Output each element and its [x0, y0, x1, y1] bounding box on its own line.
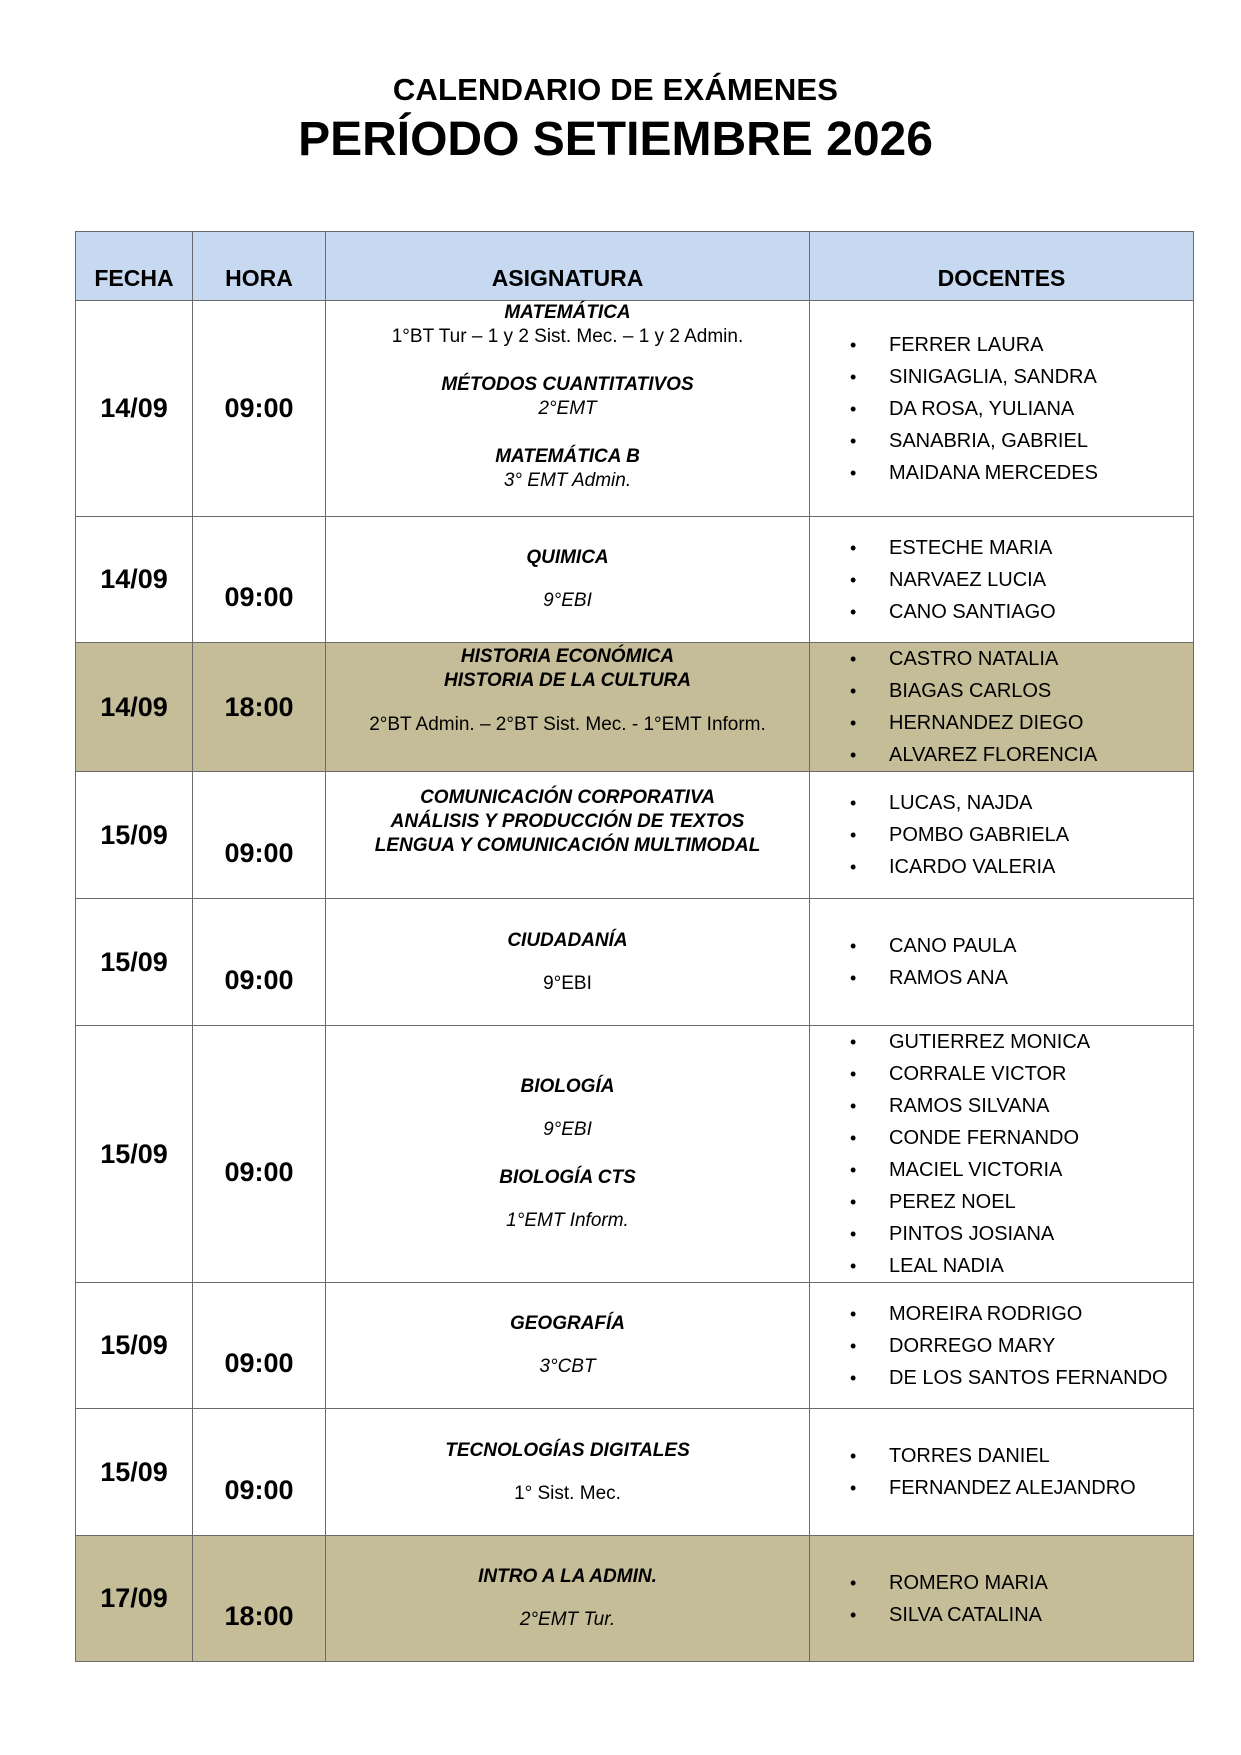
cell-fecha: 15/09 — [76, 1409, 193, 1536]
subject-name: QUIMICA — [526, 547, 609, 568]
cell-fecha: 15/09 — [76, 1283, 193, 1409]
cell-hora — [193, 1409, 326, 1536]
docente-item: • MOREIRA RODRIGO — [850, 1298, 1193, 1330]
cell-hora — [193, 1026, 326, 1283]
cell-docentes — [810, 301, 1194, 517]
cell-fecha: 15/09 — [76, 772, 193, 899]
docente-item: • SILVA CATALINA — [850, 1599, 1193, 1631]
cell-fecha: 14/09 — [76, 517, 193, 643]
cell-docentes — [810, 899, 1194, 1026]
subject-name: HISTORIA DE LA CULTURA — [444, 670, 691, 691]
student-group: 9°EBI — [543, 972, 592, 994]
cell-fecha: 14/09 — [76, 643, 193, 772]
subject-name: HISTORIA ECONÓMICA — [460, 646, 675, 667]
cell-hora — [193, 899, 326, 1026]
docente-item: • SANABRIA, GABRIEL — [850, 425, 1193, 457]
cell-hora — [193, 1536, 326, 1662]
subject-name: MÉTODOS CUANTITATIVOS — [441, 374, 694, 395]
docente-item: • SINIGAGLIA, SANDRA — [850, 361, 1193, 393]
student-group: 2°EMT Tur. — [519, 1609, 616, 1630]
docentes-list — [810, 643, 1193, 771]
student-group: 2°EMT — [538, 398, 597, 419]
docente-item: • CASTRO NATALIA — [850, 643, 1193, 675]
subject-name: CIUDADANÍA — [507, 929, 628, 951]
docente-item: • RAMOS SILVANA — [850, 1090, 1193, 1122]
docentes-list — [810, 930, 1193, 994]
docente-item: • DA ROSA, YULIANA — [850, 393, 1193, 425]
block-gap — [326, 349, 809, 373]
docentes-list — [810, 1567, 1193, 1631]
cell-docentes — [810, 1283, 1194, 1409]
cell-asignatura — [326, 1536, 810, 1662]
page-title: PERÍODO SETIEMBRE 2026 — [298, 113, 933, 166]
docente-item: • ALVAREZ FLORENCIA — [850, 739, 1193, 771]
hora-value: 09:00 — [224, 1348, 294, 1378]
docente-item: • CANO SANTIAGO — [850, 596, 1193, 628]
table-row — [76, 301, 1194, 517]
table-row — [76, 1409, 1194, 1536]
subject-name: MATEMÁTICA — [504, 302, 631, 323]
docentes-list — [810, 787, 1193, 883]
docente-item: • MAIDANA MERCEDES — [850, 457, 1193, 489]
cell-asignatura — [326, 643, 810, 772]
group-gap — [326, 1190, 809, 1209]
cell-docentes — [810, 772, 1194, 899]
table-row — [76, 643, 1194, 772]
subject-name: TECNOLOGÍAS DIGITALES — [445, 1439, 690, 1461]
cell-hora — [193, 772, 326, 899]
docente-item: • DE LOS SANTOS FERNANDO — [850, 1362, 1193, 1394]
docentes-list — [810, 329, 1193, 489]
table-row — [76, 1026, 1194, 1283]
student-group: 1°EMT Inform. — [506, 1210, 629, 1231]
docente-item: • DORREGO MARY — [850, 1330, 1193, 1362]
exam-table — [75, 231, 1194, 1662]
column-header-asignatura: ASIGNATURA — [326, 232, 810, 301]
cell-docentes — [810, 517, 1194, 643]
group-gap — [326, 953, 809, 972]
docente-item: • MACIEL VICTORIA — [850, 1154, 1193, 1186]
cell-asignatura — [326, 772, 810, 899]
cell-asignatura — [326, 517, 810, 643]
hora-value: 09:00 — [224, 1474, 294, 1505]
docente-item: • CORRALE VICTOR — [850, 1058, 1193, 1090]
cell-fecha: 15/09 — [76, 899, 193, 1026]
student-group: 1°BT Tur – 1 y 2 Sist. Mec. – 1 y 2 Admin. — [391, 326, 744, 347]
cell-fecha: 15/09 — [76, 1026, 193, 1283]
hora-value: 18:00 — [224, 691, 294, 722]
subject-name: INTRO A LA ADMIN. — [478, 1566, 657, 1587]
docente-item: • RAMOS ANA — [850, 962, 1193, 994]
cell-asignatura — [326, 301, 810, 517]
table-row — [76, 899, 1194, 1026]
docente-item: • FERRER LAURA — [850, 329, 1193, 361]
docentes-list — [810, 1298, 1193, 1394]
cell-docentes — [810, 1536, 1194, 1662]
table-row — [76, 517, 1194, 643]
subject-name: LENGUA Y COMUNICACIÓN MULTIMODAL — [374, 835, 761, 856]
cell-asignatura — [326, 1409, 810, 1536]
page-header — [0, 72, 1241, 167]
subject-name: BIOLOGÍA CTS — [499, 1167, 636, 1188]
docente-item: • POMBO GABRIELA — [850, 819, 1193, 851]
student-group: 9°EBI — [543, 590, 592, 611]
docente-item: • ICARDO VALERIA — [850, 851, 1193, 883]
cell-docentes — [810, 643, 1194, 772]
hora-value: 09:00 — [224, 1156, 294, 1187]
docente-item: • BIAGAS CARLOS — [850, 675, 1193, 707]
cell-asignatura — [326, 1283, 810, 1409]
subject-name: BIOLOGÍA — [520, 1076, 615, 1097]
docente-item: • ROMERO MARIA — [850, 1567, 1193, 1599]
docente-item: • PEREZ NOEL — [850, 1186, 1193, 1218]
table-header-row — [76, 232, 1194, 301]
table-row — [76, 772, 1194, 899]
group-gap — [326, 1099, 809, 1118]
column-header-fecha: FECHA — [76, 232, 193, 301]
student-group: 3° EMT Admin. — [503, 470, 632, 491]
cell-asignatura — [326, 899, 810, 1026]
docente-item: • CANO PAULA — [850, 930, 1193, 962]
docentes-list — [810, 532, 1193, 628]
hora-value: 09:00 — [224, 582, 294, 612]
group-gap — [326, 1589, 809, 1608]
subject-name: COMUNICACIÓN CORPORATIVA — [420, 787, 715, 808]
group-gap — [326, 1336, 809, 1355]
docente-item: • ESTECHE MARIA — [850, 532, 1193, 564]
student-group: 3°CBT — [539, 1356, 596, 1377]
student-group: 9°EBI — [543, 1119, 592, 1140]
docentes-list — [810, 1026, 1193, 1282]
cell-docentes — [810, 1409, 1194, 1536]
hora-value: 18:00 — [224, 1601, 294, 1631]
docente-item: • NARVAEZ LUCIA — [850, 564, 1193, 596]
docente-item: • PINTOS JOSIANA — [850, 1218, 1193, 1250]
cell-hora — [193, 643, 326, 772]
cell-hora — [193, 517, 326, 643]
hora-value: 09:00 — [224, 837, 294, 868]
block-gap — [326, 421, 809, 445]
hora-value: 09:00 — [224, 964, 294, 995]
subject-name: GEOGRAFÍA — [509, 1313, 626, 1334]
docente-item: • CONDE FERNANDO — [850, 1122, 1193, 1154]
docente-item: • GUTIERREZ MONICA — [850, 1026, 1193, 1058]
subject-name: MATEMÁTICA B — [495, 446, 640, 467]
table-row — [76, 1536, 1194, 1662]
page-subtitle: CALENDARIO DE EXÁMENES — [392, 72, 839, 107]
student-group: 1° Sist. Mec. — [514, 1482, 621, 1504]
docentes-list — [810, 1440, 1193, 1504]
column-header-docentes: DOCENTES — [810, 232, 1194, 301]
docente-item: • LUCAS, NAJDA — [850, 787, 1193, 819]
exam-table-body — [76, 301, 1194, 1662]
group-gap — [326, 693, 809, 713]
group-gap — [326, 570, 809, 589]
block-gap — [326, 1142, 809, 1166]
docente-item: • TORRES DANIEL — [850, 1440, 1193, 1472]
docente-item: • HERNANDEZ DIEGO — [850, 707, 1193, 739]
cell-asignatura — [326, 1026, 810, 1283]
student-group: 2°BT Admin. – 2°BT Sist. Mec. - 1°EMT Inform. — [369, 714, 766, 735]
cell-hora — [193, 301, 326, 517]
hora-value: 09:00 — [224, 393, 294, 423]
column-header-hora: HORA — [193, 232, 326, 301]
cell-fecha: 14/09 — [76, 301, 193, 517]
cell-fecha: 17/09 — [76, 1536, 193, 1662]
table-row — [76, 1283, 1194, 1409]
subject-name: ANÁLISIS Y PRODUCCIÓN DE TEXTOS — [390, 811, 745, 832]
cell-docentes — [810, 1026, 1194, 1283]
docente-item: • FERNANDEZ ALEJANDRO — [850, 1472, 1193, 1504]
group-gap — [326, 1463, 809, 1482]
cell-hora — [193, 1283, 326, 1409]
docente-item: • LEAL NADIA — [850, 1250, 1193, 1282]
